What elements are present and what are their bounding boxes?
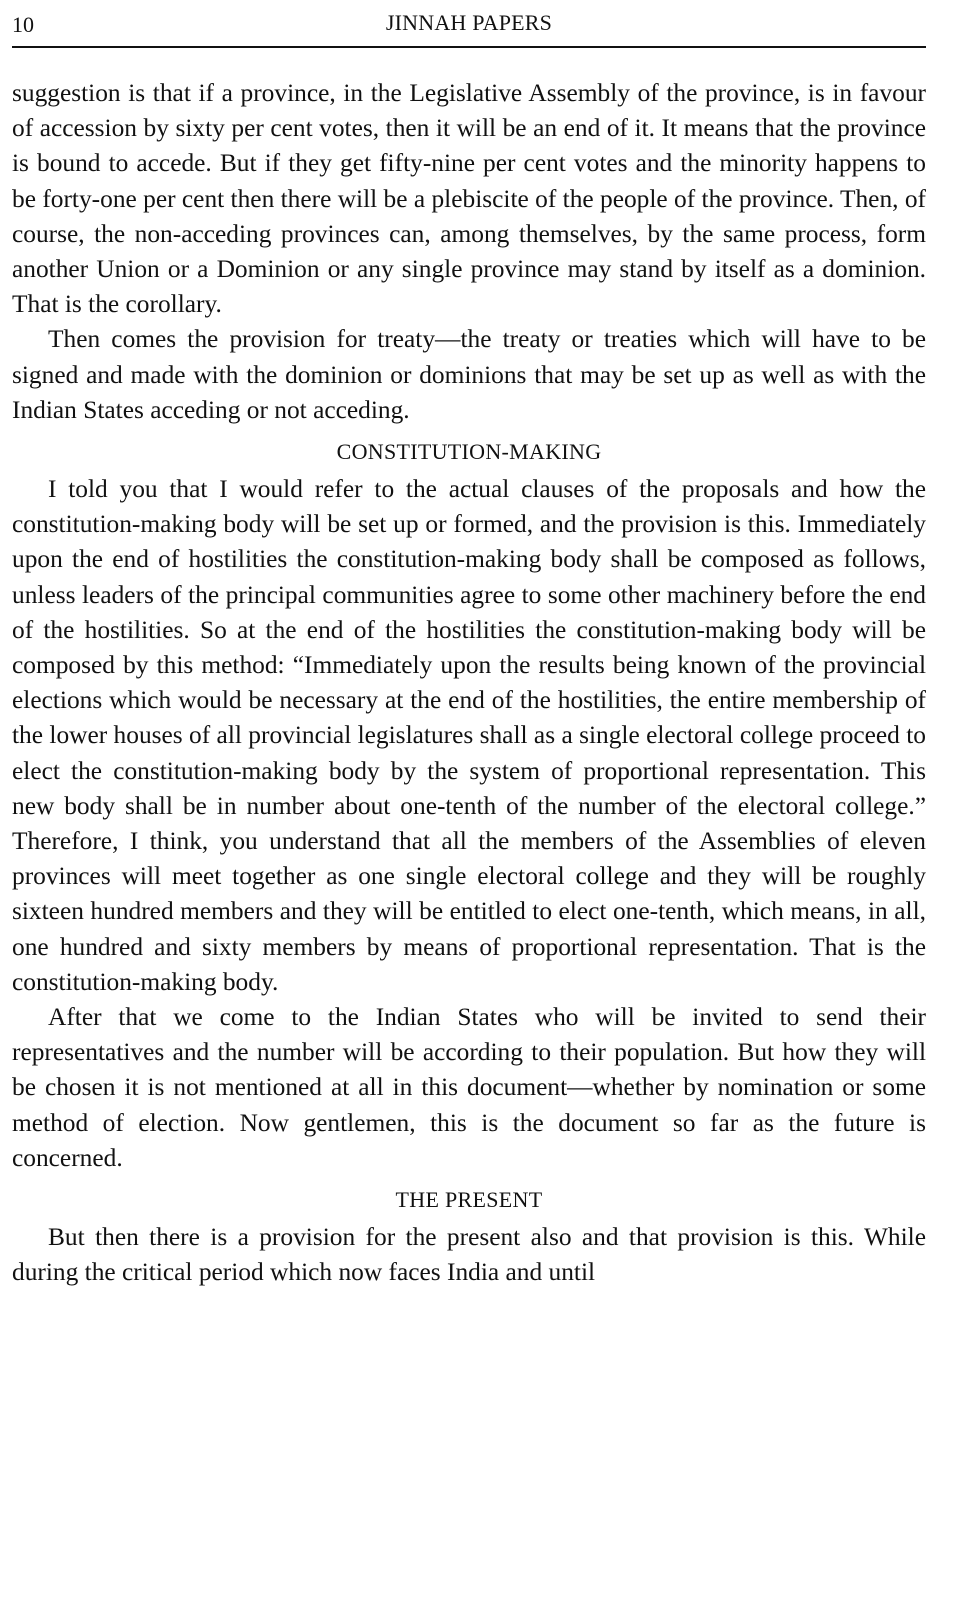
- section-heading-the-present: THE PRESENT: [395, 1187, 543, 1213]
- section-heading-constitution-making: CONSTITUTION-MAKING: [336, 439, 602, 465]
- body-text: [12, 76, 926, 1291]
- paragraph-present-provision: But then there is a provision for the present also and that provision is this. While during the critical period which now faces India and until: [12, 1223, 926, 1287]
- running-title: JINNAH PAPERS: [385, 10, 553, 35]
- paragraph-continued: suggestion is that if a province, in the Legislative Assembly of the province, is in favour of accession by sixty per cent votes, then it will be an end of it. It means that the province is bound to accede. But if they get fifty-nine per cent votes and the minority happens to be forty-one per cent then there will be a plebiscite of the people of the province. Then, of course, the non-acceding provinces can, among themselves, by the same process, form another Union or a Dominion or any single province may stand by itself as a dominion. That is the corollary.: [12, 79, 926, 319]
- paragraph-treaty: Then comes the provision for treaty—the treaty or treaties which will have to be signed and made with the dominion or dominions that may be set up as well as with the Indian States acceding or not acceding.: [12, 325, 926, 424]
- page-number: 10: [12, 12, 34, 37]
- book-page: [12, 0, 926, 1291]
- running-header: [12, 0, 926, 48]
- paragraph-constitution-making: I told you that I would refer to the actual clauses of the proposals and how the constitution-making body will be set up or formed, and the provision is this. Immediately upon the end of hostilities the constitution-making body shall be composed as follows, unless leaders of the principal communities agree to some other machinery before the end of the hostilities. So at the end of the hostilities the constitution-making body will be composed by this method: “Immediately upon the results being known of the provincial elections which would be necessary at the end of the hostilities, the entire membership of the lower houses of all provincial legislatures shall as a single electoral college proceed to elect the constitution-making body by the system of proportional representation. This new body shall be in number about one-tenth of the number of the electoral college.” Therefore, I think, you understand that all the members of the Assemblies of eleven provinces will meet together as one single electoral college and they will be roughly sixteen hundred members and they will be entitled to elect one-tenth, which means, in all, one hundred and sixty members by means of proportional representation. That is the constitution-making body.: [12, 475, 926, 996]
- paragraph-indian-states: After that we come to the Indian States who will be invited to send their representatives and the number will be according to their population. But how they will be chosen it is not mentioned at all in this document—whether by nomination or some method of election. Now gentlemen, this is the document so far as the future is concerned.: [12, 1003, 926, 1172]
